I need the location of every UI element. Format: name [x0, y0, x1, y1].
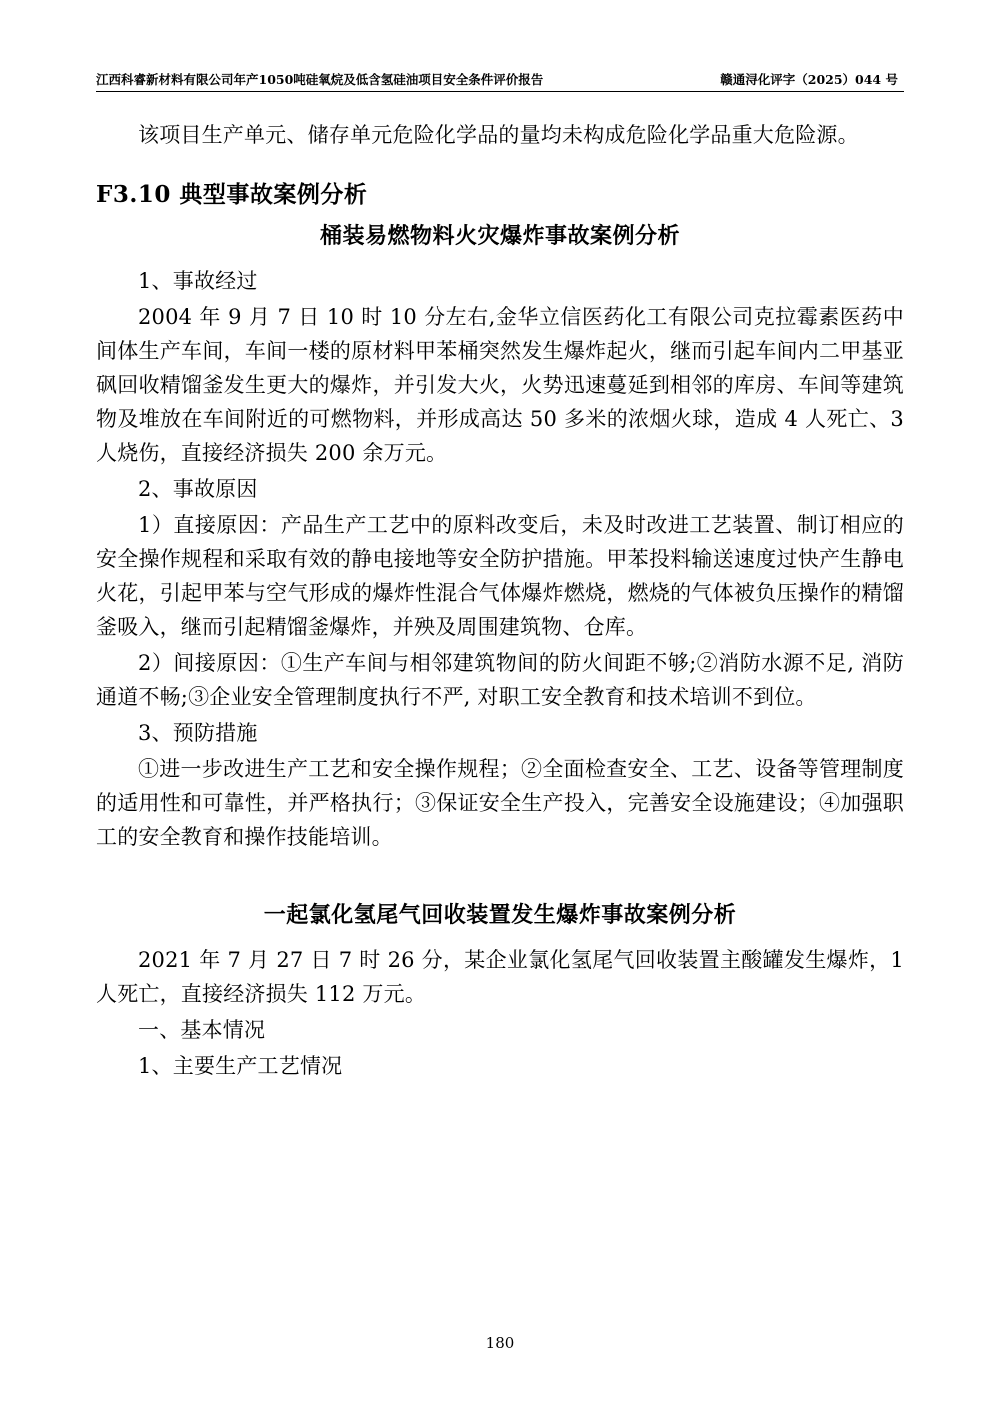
case1-paragraph-indirect-cause: 2）间接原因：①生产车间与相邻建筑物间的防火间距不够;②消防水源不足, 消防通道不畅;③企业安全管理制度执行不严, 对职工安全教育和技术培训不到位。 — [96, 651, 904, 710]
intro-paragraph: 该项目生产单元、储存单元危险化学品的量均未构成危险化学品重大危险源。 — [138, 123, 859, 147]
case2-title: 一起氯化氢尾气回收装置发生爆炸事故案例分析 — [263, 902, 737, 929]
case1-title: 桶装易燃物料火灾爆炸事故案例分析 — [319, 223, 680, 250]
header-divider — [96, 91, 904, 92]
case1-subheading-prevention: 3、预防措施 — [138, 721, 258, 746]
section-heading-f310: F3.10 典型事故案例分析 — [96, 181, 368, 209]
case1-paragraph-prevention: ①进一步改进生产工艺和安全操作规程；②全面检查安全、工艺、设备等管理制度的适用性和可靠性，并严格执行；③保证安全生产投入，完善安全设施建设；④加强职工的安全教育和操作技能培训。 — [96, 757, 904, 850]
page-number: 180 — [485, 1334, 515, 1352]
header-report-title: 江西科睿新材料有限公司年产1050吨硅氧烷及低含氢硅油项目安全条件评价报告 — [96, 72, 544, 87]
case2-subheading-basic-info: 一、基本情况 — [138, 1018, 266, 1043]
case1-paragraph-direct-cause: 1）直接原因：产品生产工艺中的原料改变后，未及时改进工艺装置、制订相应的安全操作规程和采取有效的静电接地等安全防护措施。甲苯投料输送速度过快产生静电火花，引起甲苯与空气形成的爆炸性混合气体爆炸燃烧，燃烧的气体被负压操作的精馏釜吸入，继而引起精馏釜爆炸，并殃及周围建筑物、仓库。 — [96, 513, 904, 640]
case1-subheading-cause: 2、事故原因 — [138, 477, 258, 502]
case1-paragraph-process: 2004 年 9 月 7 日 10 时 10 分左右,金华立信医药化工有限公司克拉霉素医药中间体生产车间，车间一楼的原材料甲苯桶突然发生爆炸起火，继而引起车间内二甲基亚砜回收精馏釜发生更大的爆炸，并引发大火，火势迅速蔓延到相邻的库房、车间等建筑物及堆放在车间附近的可燃物料，并形成高达 50 多米的浓烟火球，造成 4 人死亡、3 人烧伤，直接经济损失 200 余万元。 — [96, 305, 904, 466]
page-header — [96, 72, 904, 91]
case2-subheading-process-info: 1、主要生产工艺情况 — [138, 1054, 343, 1079]
case1-subheading-process: 1、事故经过 — [138, 269, 258, 294]
header-document-number: 赣通浔化评字（2025）044 号 — [720, 72, 898, 87]
case2-paragraph-overview: 2021 年 7 月 27 日 7 时 26 分，某企业氯化氢尾气回收装置主酸罐发生爆炸，1 人死亡，直接经济损失 112 万元。 — [96, 948, 904, 1007]
